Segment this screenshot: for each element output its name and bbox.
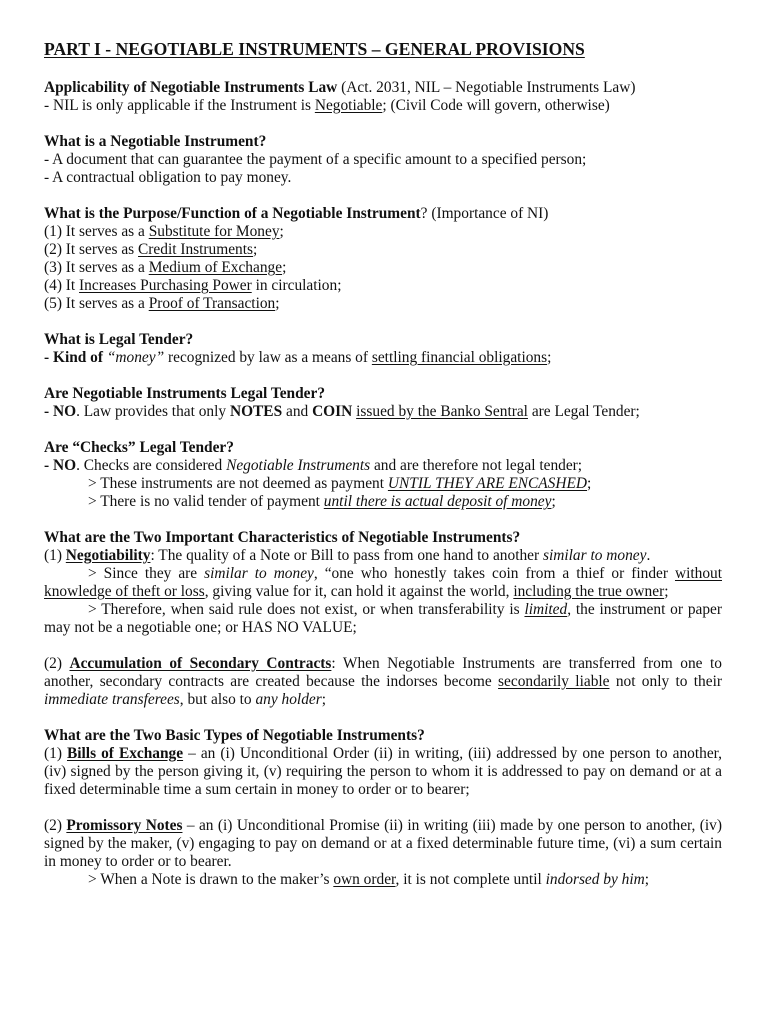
paragraph-line: - NIL is only applicable if the Instrument is Negotiable; (Civil Code will govern, otherwise): [44, 97, 610, 114]
paragraph: (1) Bills of Exchange – an (i) Unconditional Order (ii) in writing, (iii) addressed by one person to another, (iv) signed by the person giving it, (v) requiring the person to whom it is addressed to pay on demand or at a fixed determinable time a sum certain in money to order or to bearer;: [44, 745, 723, 798]
paragraph: - NO. Law provides that only NOTES and COIN issued by the Banko Sentral are Legal Tender;: [44, 403, 640, 420]
section-checks: [44, 439, 722, 511]
section-heading: Are “Checks” Legal Tender?: [44, 439, 234, 456]
list-item: (5) It serves as a Proof of Transaction;: [44, 295, 280, 312]
section-purpose: [44, 205, 722, 313]
list-item: (3) It serves as a Medium of Exchange;: [44, 259, 287, 276]
paragraph: (1) Negotiability: The quality of a Note or Bill to pass from one hand to another similar to money.: [44, 547, 651, 564]
section-applicability: [44, 79, 722, 115]
paragraph-line: - NO. Checks are considered Negotiable Instruments and are therefore not legal tender;: [44, 457, 583, 474]
section-secondary-contracts: [44, 655, 722, 709]
section-promissory-notes: [44, 817, 722, 889]
list-item: (1) It serves as a Substitute for Money;: [44, 223, 284, 240]
section-what-is-ni: [44, 133, 722, 187]
section-legal-tender: [44, 331, 722, 367]
sub-point: > Since they are similar to money, “one who honestly takes coin from a thief or finder without knowledge of theft or loss, giving value for it, can hold it against the world, including the true owner;: [44, 565, 722, 600]
section-ni-legal-tender: [44, 385, 722, 421]
sub-point: > When a Note is drawn to the maker’s own order, it is not complete until indorsed by him;: [88, 871, 650, 888]
paragraph: (2) Promissory Notes – an (i) Unconditional Promise (ii) in writing (iii) made by one person to another, (iv) signed by the maker, (v) engaging to pay on demand or at a fixed determinable future time, (vi) a sum certain in money to order or to bearer.: [44, 817, 722, 870]
sub-point: > Therefore, when said rule does not exist, or when transferability is limited, the instrument or paper may not be a negotiable one; or HAS NO VALUE;: [44, 601, 722, 636]
paragraph-line: - Kind of “money” recognized by law as a means of settling financial obligations;: [44, 349, 552, 366]
page-title: PART I - NEGOTIABLE INSTRUMENTS – GENERAL PROVISIONS: [44, 39, 585, 59]
sub-point: > There is no valid tender of payment until there is actual deposit of money;: [88, 493, 556, 510]
section-heading: What are the Two Basic Types of Negotiable Instruments?: [44, 727, 425, 744]
section-heading: What is Legal Tender?: [44, 331, 194, 348]
list-item: (2) It serves as Credit Instruments;: [44, 241, 258, 258]
section-types: [44, 727, 722, 799]
paragraph-line: - A document that can guarantee the payment of a specific amount to a specified person;: [44, 151, 587, 168]
section-heading: What is a Negotiable Instrument?: [44, 133, 267, 150]
paragraph-line: - A contractual obligation to pay money.: [44, 169, 292, 186]
document-page: [44, 38, 722, 907]
section-heading: Applicability of Negotiable Instruments Law (Act. 2031, NIL – Negotiable Instruments Law): [44, 79, 636, 96]
section-heading: What is the Purpose/Function of a Negotiable Instrument? (Importance of NI): [44, 205, 549, 222]
section-heading: Are Negotiable Instruments Legal Tender?: [44, 385, 326, 402]
list-item: (4) It Increases Purchasing Power in circulation;: [44, 277, 342, 294]
sub-point: > These instruments are not deemed as payment UNTIL THEY ARE ENCASHED;: [88, 475, 592, 492]
section-heading: What are the Two Important Characteristics of Negotiable Instruments?: [44, 529, 521, 546]
section-characteristics: [44, 529, 722, 637]
paragraph: (2) Accumulation of Secondary Contracts: When Negotiable Instruments are transferred from one to another, secondary contracts are created because the indorses become secondarily liable not only to their immediate transferees, but also to any holder;: [44, 655, 722, 708]
